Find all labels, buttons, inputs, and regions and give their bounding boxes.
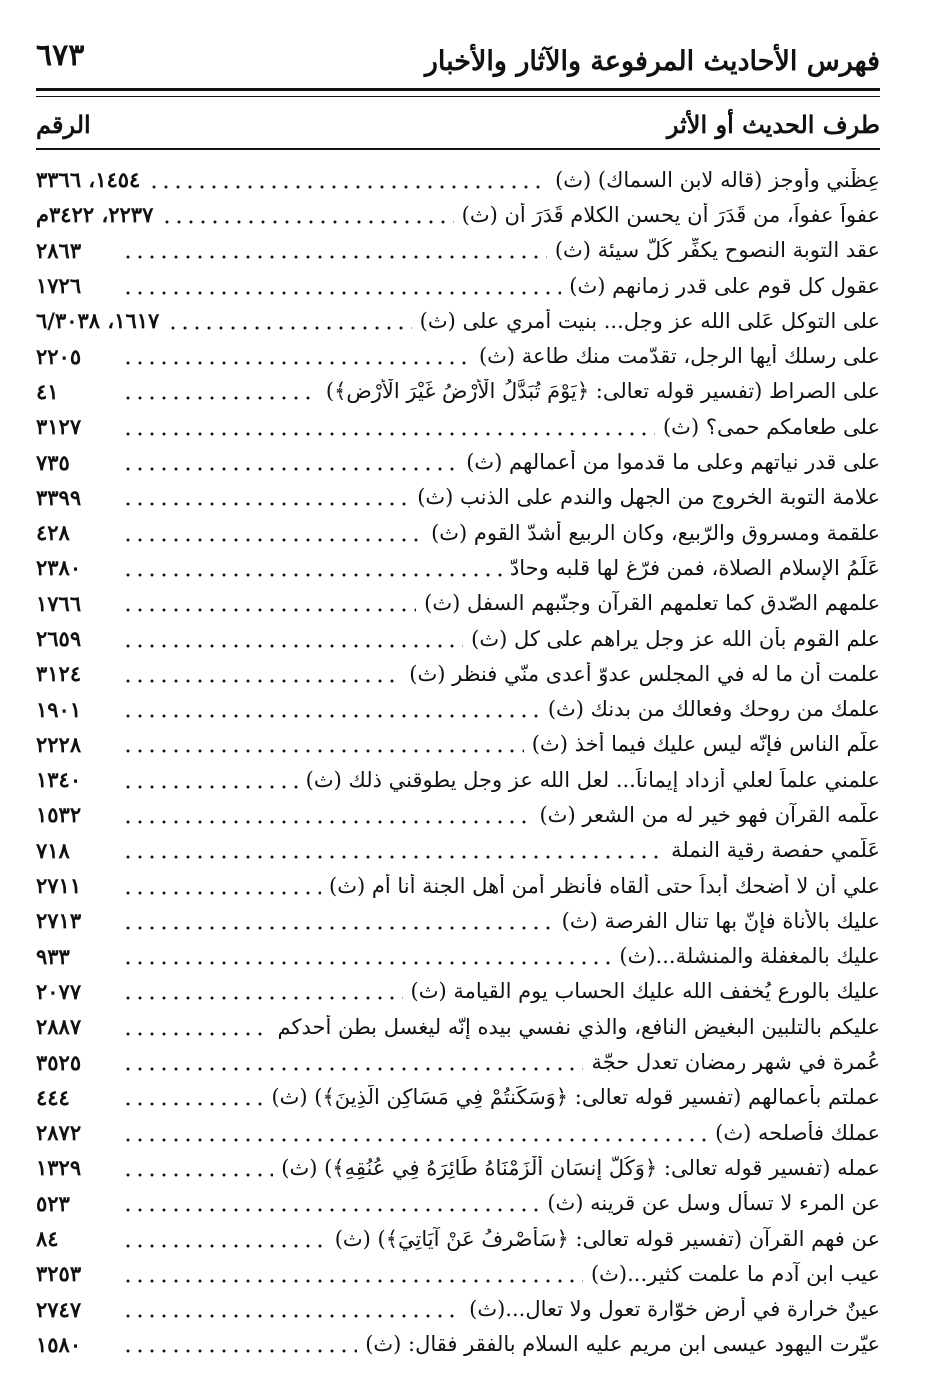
dot-leader: [122, 607, 416, 613]
index-entry: [36, 1115, 880, 1150]
index-entry: [36, 233, 880, 268]
dot-leader: [122, 784, 298, 790]
dot-leader: [122, 678, 401, 684]
entry-text: علقمة ومسروق والرّبيع، وكان الربيع أشدّ القوم (ث): [431, 520, 880, 545]
entry-text: عيّرت اليهود عيسى ابن مريم عليه السلام بالفقر فقال: (ث): [365, 1332, 880, 1357]
entry-reference-number: ٢٢٠٥: [36, 343, 82, 369]
dot-leader: [122, 537, 423, 543]
dot-leader: [122, 1313, 461, 1319]
index-entry: [36, 1186, 880, 1221]
entry-text: علمني علماً لعلي أزداد إيماناً... لعل الله عز وجل يطوقني ذلك (ث): [305, 767, 880, 792]
entry-reference-number: ٢٢٣٧، ٣٤٢٢م: [36, 202, 154, 228]
entry-reference-number: ١٩٠١: [36, 696, 82, 722]
index-entry: [36, 656, 880, 691]
index-entry: [36, 833, 880, 868]
entry-text: عَلَمُ الإسلام الصلاة، فمن فرّغ لها قلبه وحادّ: [509, 555, 880, 580]
entry-text: على رسلك أيها الرجل، تقدّمت منك طاعة (ث): [478, 344, 880, 369]
dot-leader: [122, 960, 611, 966]
dot-leader: [122, 925, 554, 931]
dot-leader: [161, 219, 453, 225]
entry-reference-number: ٣٣٩٩: [36, 484, 82, 510]
index-entry: [36, 1327, 880, 1362]
entry-text: عقول كل قوم على قدر زمانهم (ث): [569, 273, 880, 298]
dot-leader: [122, 995, 403, 1001]
dot-leader: [122, 713, 540, 719]
entry-reference-number: ٤٤٤: [36, 1084, 70, 1110]
dot-leader: [122, 1101, 263, 1107]
dot-leader: [122, 395, 318, 401]
dot-leader: [122, 854, 663, 860]
entry-reference-number: ٢٨٨٧: [36, 1014, 82, 1040]
dot-leader: [122, 1172, 273, 1178]
entry-reference-number: ٢٢٢٨: [36, 731, 82, 757]
entry-text: عَلّمي حفصة رقية النملة: [671, 838, 880, 863]
dot-leader: [122, 572, 502, 578]
index-entry: [36, 550, 880, 585]
dot-leader: [122, 1243, 327, 1249]
dot-leader: [122, 254, 547, 260]
entry-reference-number: ٢٧١١: [36, 873, 82, 899]
entry-reference-number: ١٦١٧، ٦/٣٠٣٨: [36, 308, 160, 334]
entry-text: علم القوم بأن الله عز وجل يراهم على كل (ث): [471, 626, 880, 651]
entry-text: عقد التوبة النصوح يكفِّر كُلَّ سيئة (ث): [554, 238, 880, 263]
entry-reference-number: ١٥٨٠: [36, 1331, 82, 1357]
running-header: [36, 34, 880, 84]
header-rule-thick: [36, 88, 880, 91]
entry-text: عمله (تفسير قوله تعالى: ﴿وَكُلَّ إِنسَانٍ أَلْزَمْنَاهُ طَائِرَهُ فِي عُنُقِهِ﴾) (ث): [281, 1155, 880, 1180]
entry-reference-number: ٥٢٣: [36, 1190, 70, 1216]
index-entry: [36, 1150, 880, 1185]
entry-reference-number: ٢٨٧٢: [36, 1120, 82, 1146]
dot-leader: [122, 466, 458, 472]
dot-leader: [167, 325, 411, 331]
dot-leader: [122, 1278, 583, 1284]
index-entry: [36, 939, 880, 974]
entry-reference-number: ٢٠٧٧: [36, 978, 82, 1004]
entry-text: على قدر نياتهم وعلى ما قدموا من أعمالهم (ث): [466, 450, 880, 475]
entry-text: عينٌ خرارة في أرض خوّارة تعول ولا تعال...(ث): [469, 1297, 880, 1322]
entry-reference-number: ٧١٨: [36, 837, 70, 863]
page-number: ٦٧٣: [36, 38, 85, 73]
column-header: [36, 110, 880, 146]
index-entry: [36, 1044, 880, 1079]
index-entry: [36, 868, 880, 903]
entry-text: عملتم بأعمالهم (تفسير قوله تعالى: ﴿وَسَكَنتُمْ فِي مَسَاكِنِ الَّذِينَ﴾) (ث): [271, 1085, 880, 1110]
index-entry: [36, 797, 880, 832]
dot-leader: [122, 1066, 583, 1072]
header-rule-thin: [36, 96, 880, 97]
index-entry: [36, 903, 880, 938]
index-entry: [36, 480, 880, 515]
index-entry: [36, 586, 880, 621]
dot-leader: [148, 184, 547, 190]
entry-text: علمهم الصّدق كما تعلمهم القرآن وجنّبهم السفل (ث): [424, 591, 880, 616]
entry-reference-number: ٣٢٥٣: [36, 1261, 82, 1287]
column-header-rule: [36, 148, 880, 150]
entry-reference-number: ٢٧٤٧: [36, 1296, 82, 1322]
entry-text: علمك من روحك وفعالك من بدنك (ث): [547, 697, 880, 722]
dot-leader: [122, 748, 524, 754]
entry-text: عن المرء لا تسأل وسل عن قرينه (ث): [547, 1191, 880, 1216]
entry-reference-number: ١٤٥٤، ٣٣٦٦: [36, 167, 141, 193]
index-entry: [36, 621, 880, 656]
dot-leader: [122, 819, 531, 825]
entry-text: علمت أن ما له في المجلس عدوّ أعدى منّي فنظر (ث): [409, 661, 880, 686]
index-entry: [36, 1080, 880, 1115]
entry-reference-number: ١٣٤٠: [36, 767, 82, 793]
entry-reference-number: ٣١٢٤: [36, 661, 82, 687]
dot-leader: [122, 890, 321, 896]
dot-leader: [122, 1031, 269, 1037]
entry-text: علامة التوبة الخروج من الجهل والندم على الذنب (ث): [417, 485, 880, 510]
entry-text: عن فهم القرآن (تفسير قوله تعالى: ﴿سَأَصْرِفُ عَنْ آيَاتِيَ﴾) (ث): [334, 1226, 880, 1251]
entry-text: على التوكل عَلى الله عز وجل... بنيت أمري على (ث): [419, 308, 880, 333]
index-entry: [36, 197, 880, 232]
index-entry: [36, 1009, 880, 1044]
index-entry: [36, 162, 880, 197]
entry-reference-number: ١٧٢٦: [36, 273, 82, 299]
entry-reference-number: ٨٤: [36, 1226, 59, 1252]
dot-leader: [122, 1207, 539, 1213]
dot-leader: [122, 290, 561, 296]
entry-reference-number: ٧٣٥: [36, 449, 70, 475]
entry-reference-number: ١٣٢٩: [36, 1155, 82, 1181]
entry-text: عليك بالمغفلة والمنشلة...(ث): [619, 944, 880, 969]
entry-text: علّم الناس فإنّه ليس عليك فيما أخذ (ث): [531, 732, 880, 757]
entry-text: علّمه القرآن فهو خير له من الشعر (ث): [539, 802, 880, 827]
entry-text: عفواً عفواً، من قَدَرَ أن يحسن الكلام قَدَرَ أن (ث): [461, 202, 880, 227]
entry-text: عُمرة في شهر رمضان تعدل حجّة: [591, 1050, 880, 1075]
entry-text: علي أن لا أضحك أبداً حتى ألقاه فأنظر أمن أهل الجنة أنا أم (ث): [329, 873, 880, 898]
entry-reference-number: ٩٣٣: [36, 943, 70, 969]
index-entry: [36, 515, 880, 550]
text-column-header: طرف الحديث أو الأثر: [666, 110, 880, 139]
entry-reference-number: ٢٧١٣: [36, 908, 82, 934]
dot-leader: [122, 643, 463, 649]
index-entry: [36, 409, 880, 444]
dot-leader: [122, 1137, 707, 1143]
entry-reference-number: ٤٢٨: [36, 520, 70, 546]
index-entry: [36, 1256, 880, 1291]
index-entry: [36, 444, 880, 479]
index-entry: [36, 762, 880, 797]
dot-leader: [122, 431, 655, 437]
entry-reference-number: ٢٨٦٣: [36, 237, 82, 263]
entry-reference-number: ١٥٣٢: [36, 802, 82, 828]
index-entry: [36, 303, 880, 338]
dot-leader: [122, 360, 471, 366]
entry-reference-number: ١٧٦٦: [36, 590, 82, 616]
entry-text: عليكم بالتلبين البغيض النافع، والذي نفسي بيده إنّه ليغسل بطن أحدكم: [277, 1014, 880, 1039]
index-entry: [36, 691, 880, 726]
entry-reference-number: ٤١: [36, 378, 59, 404]
entry-text: عِظْني وأوجز (قاله لابن السماك) (ث): [555, 167, 880, 192]
entry-text: على طعامكم حمى؟ (ث): [662, 414, 880, 439]
ref-column-header: الرقم: [36, 110, 91, 139]
entry-text: عليك بالأناة فإنّ بها تنال الفرصة (ث): [561, 908, 880, 933]
entry-reference-number: ٣٥٢٥: [36, 1049, 82, 1075]
index-entry: [36, 1292, 880, 1327]
entry-text: عيب ابن آدم ما علمت كثير...(ث): [590, 1261, 880, 1286]
index-entry: [36, 338, 880, 373]
entry-text: عليك بالورع يُخفف الله عليك الحساب يوم القيامة (ث): [410, 979, 880, 1004]
index-entry: [36, 974, 880, 1009]
index-entry: [36, 268, 880, 303]
entry-text: عملك فأصلحه (ث): [715, 1120, 880, 1145]
entry-reference-number: ٣١٢٧: [36, 414, 82, 440]
index-entry: [36, 374, 880, 409]
entry-reference-number: ٢٣٨٠: [36, 555, 82, 581]
dot-leader: [122, 1348, 357, 1354]
index-entries: [36, 162, 880, 1362]
index-entry: [36, 727, 880, 762]
dot-leader: [122, 501, 409, 507]
entry-reference-number: ٢٦٥٩: [36, 626, 82, 651]
index-entry: [36, 1221, 880, 1256]
entry-text: على الصراط (تفسير قوله تعالى: ﴿يَوْمَ تُبَدَّلُ الْأَرْضُ غَيْرَ الْأَرْضِ﴾): [325, 379, 880, 404]
page-title: فهرس الأحاديث المرفوعة والآثار والأخبار: [424, 46, 880, 77]
